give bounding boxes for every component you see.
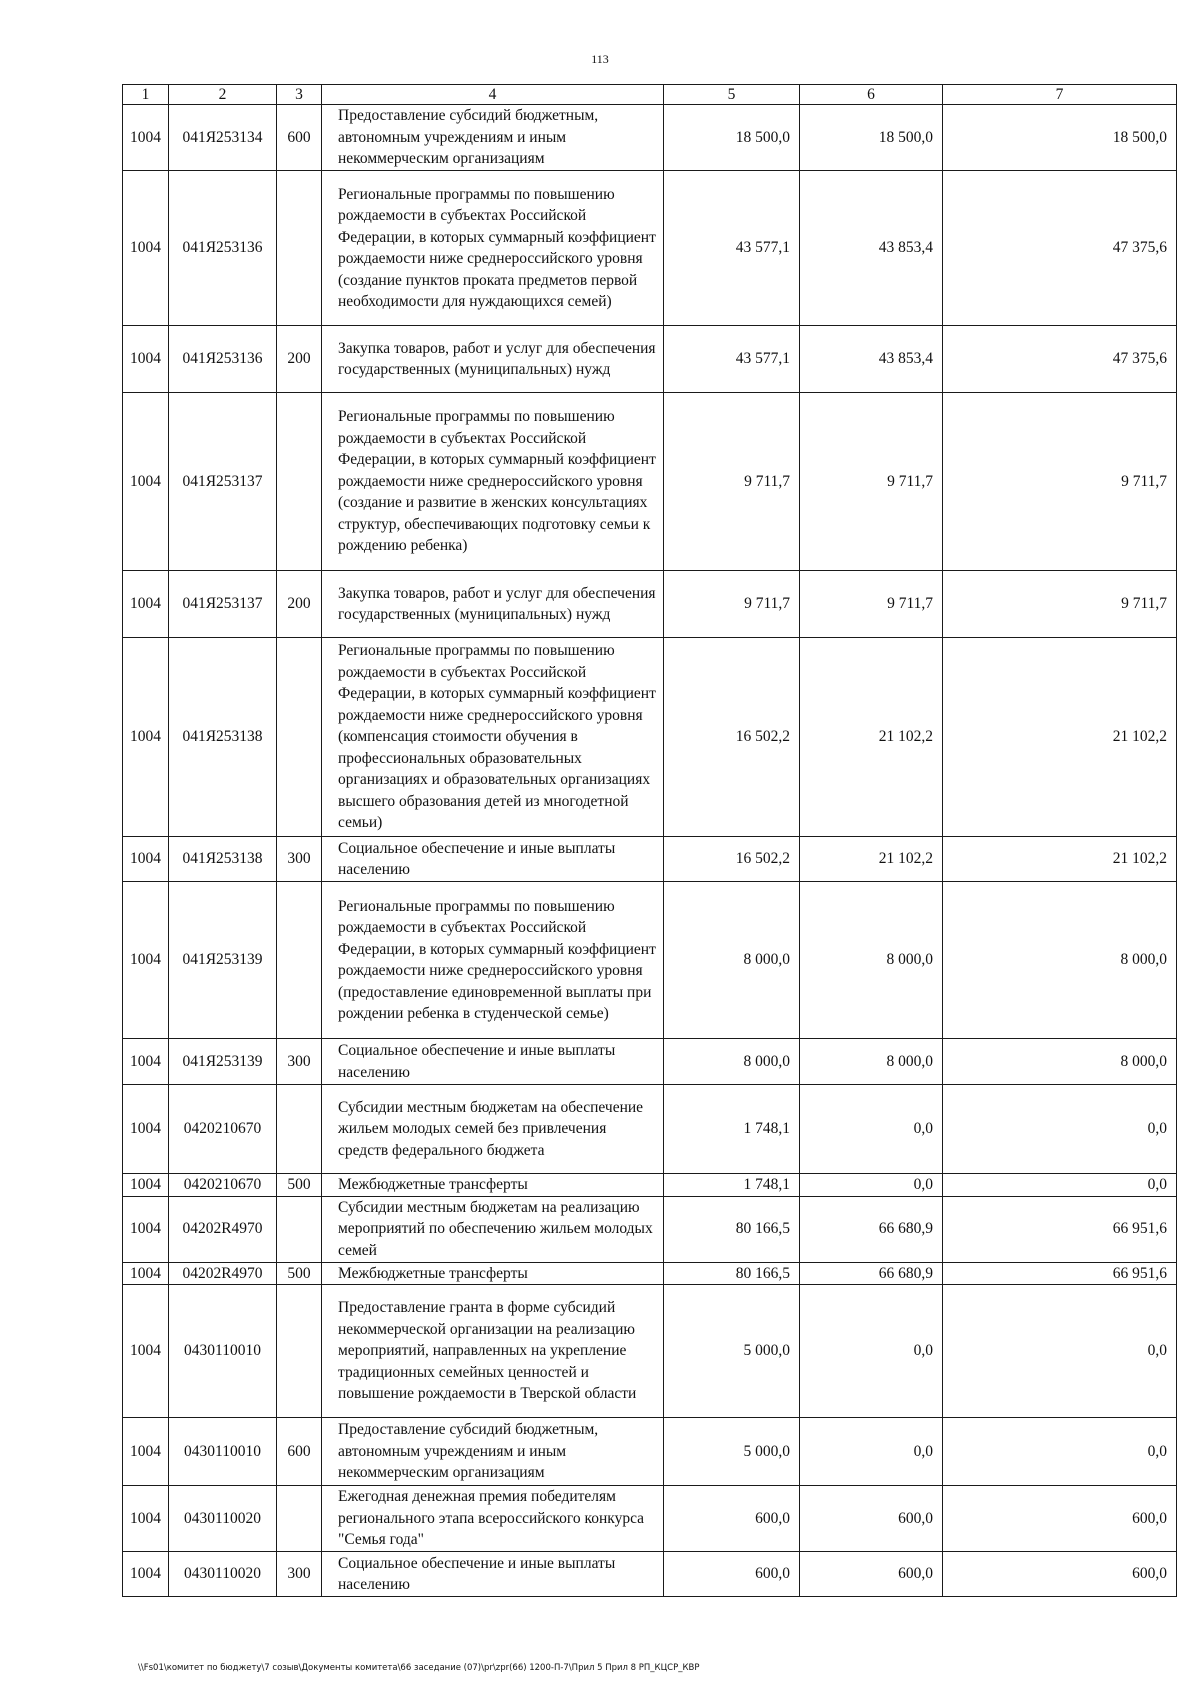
- amount-year3-cell: 9 711,7: [943, 393, 1177, 571]
- section-code-cell: 1004: [123, 1174, 169, 1197]
- amount-year3-cell: 66 951,6: [943, 1262, 1177, 1285]
- amount-year2-cell: 0,0: [800, 1085, 943, 1174]
- description-cell: Закупка товаров, работ и услуг для обеспечения государственных (муниципальных) нужд: [322, 571, 664, 638]
- description-cell: Субсидии местным бюджетам на обеспечение жильем молодых семей без привлечения средств федерального бюджета: [322, 1085, 664, 1174]
- description-cell: Субсидии местным бюджетам на реализацию мероприятий по обеспечению жильем молодых семей: [322, 1196, 664, 1262]
- amount-year1-cell: 16 502,2: [664, 638, 800, 837]
- expense-type-cell: 600: [277, 105, 322, 171]
- description-cell: Региональные программы по повышению рождаемости в субъектах Российской Федерации, в которых суммарный коэффициент рождаемости ниже среднероссийского уровня (компенсация стоимости обучения в профессиональных образовательных организациях и образовательных организациях высшего образования детей из многодетной семьи): [322, 638, 664, 837]
- amount-year1-cell: 43 577,1: [664, 171, 800, 326]
- expense-type-cell: [277, 1486, 322, 1552]
- amount-year1-cell: 80 166,5: [664, 1262, 800, 1285]
- section-code-cell: 1004: [123, 171, 169, 326]
- amount-year3-cell: 18 500,0: [943, 105, 1177, 171]
- amount-year3-cell: 47 375,6: [943, 326, 1177, 393]
- table-row: [123, 105, 1177, 171]
- amount-year1-cell: 600,0: [664, 1552, 800, 1597]
- amount-year1-cell: 8 000,0: [664, 882, 800, 1039]
- target-article-cell: 041Я253134: [169, 105, 277, 171]
- target-article-cell: 04202R4970: [169, 1262, 277, 1285]
- column-header: 1: [123, 85, 169, 105]
- target-article-cell: 041Я253139: [169, 882, 277, 1039]
- section-code-cell: 1004: [123, 638, 169, 837]
- section-code-cell: 1004: [123, 393, 169, 571]
- section-code-cell: 1004: [123, 1486, 169, 1552]
- section-code-cell: 1004: [123, 1285, 169, 1418]
- expense-type-cell: [277, 1285, 322, 1418]
- amount-year1-cell: 43 577,1: [664, 326, 800, 393]
- table-row: [123, 1196, 1177, 1262]
- description-cell: Социальное обеспечение и иные выплаты населению: [322, 837, 664, 882]
- amount-year3-cell: 600,0: [943, 1486, 1177, 1552]
- column-header: 4: [322, 85, 664, 105]
- target-article-cell: 041Я253137: [169, 571, 277, 638]
- amount-year2-cell: 8 000,0: [800, 1039, 943, 1085]
- table-row: [123, 882, 1177, 1039]
- target-article-cell: 041Я253139: [169, 1039, 277, 1085]
- table-row: [123, 638, 1177, 837]
- target-article-cell: 0430110020: [169, 1486, 277, 1552]
- amount-year2-cell: 18 500,0: [800, 105, 943, 171]
- section-code-cell: 1004: [123, 1552, 169, 1597]
- column-header: 7: [943, 85, 1177, 105]
- target-article-cell: 0430110010: [169, 1418, 277, 1486]
- description-cell: Ежегодная денежная премия победителям регионального этапа всероссийского конкурса "Семья года": [322, 1486, 664, 1552]
- target-article-cell: 041Я253137: [169, 393, 277, 571]
- column-header: 5: [664, 85, 800, 105]
- description-cell: Предоставление субсидий бюджетным, автономным учреждениям и иным некоммерческим организациям: [322, 1418, 664, 1486]
- amount-year2-cell: 0,0: [800, 1174, 943, 1197]
- section-code-cell: 1004: [123, 1418, 169, 1486]
- footer-file-path: \\Fs01\комитет по бюджету\7 созыв\Документы комитета\66 заседание (07)\pr\zpr(66) 1200-П-7\Прил 5 Прил 8 РП_КЦСР_КВР: [138, 1663, 700, 1673]
- amount-year2-cell: 66 680,9: [800, 1262, 943, 1285]
- amount-year1-cell: 80 166,5: [664, 1196, 800, 1262]
- table-row: [123, 571, 1177, 638]
- expense-type-cell: 300: [277, 1552, 322, 1597]
- amount-year1-cell: 1 748,1: [664, 1085, 800, 1174]
- expense-type-cell: 300: [277, 1039, 322, 1085]
- description-cell: Межбюджетные трансферты: [322, 1174, 664, 1197]
- amount-year1-cell: 18 500,0: [664, 105, 800, 171]
- table-row: [123, 393, 1177, 571]
- target-article-cell: 041Я253138: [169, 837, 277, 882]
- description-cell: Социальное обеспечение и иные выплаты населению: [322, 1552, 664, 1597]
- target-article-cell: 041Я253136: [169, 171, 277, 326]
- expense-type-cell: 600: [277, 1418, 322, 1486]
- section-code-cell: 1004: [123, 1196, 169, 1262]
- expense-type-cell: 500: [277, 1174, 322, 1197]
- amount-year1-cell: 9 711,7: [664, 393, 800, 571]
- amount-year1-cell: 1 748,1: [664, 1174, 800, 1197]
- amount-year1-cell: 5 000,0: [664, 1418, 800, 1486]
- table-row: [123, 171, 1177, 326]
- section-code-cell: 1004: [123, 1085, 169, 1174]
- column-header: 3: [277, 85, 322, 105]
- expense-type-cell: [277, 882, 322, 1039]
- section-code-cell: 1004: [123, 882, 169, 1039]
- amount-year3-cell: 0,0: [943, 1085, 1177, 1174]
- amount-year2-cell: 600,0: [800, 1486, 943, 1552]
- amount-year3-cell: 21 102,2: [943, 837, 1177, 882]
- section-code-cell: 1004: [123, 837, 169, 882]
- amount-year3-cell: 8 000,0: [943, 882, 1177, 1039]
- column-header: 2: [169, 85, 277, 105]
- target-article-cell: 0430110020: [169, 1552, 277, 1597]
- amount-year1-cell: 5 000,0: [664, 1285, 800, 1418]
- amount-year2-cell: 21 102,2: [800, 638, 943, 837]
- page-number: 113: [591, 52, 609, 66]
- column-header: 6: [800, 85, 943, 105]
- amount-year3-cell: 0,0: [943, 1418, 1177, 1486]
- table-row: [123, 326, 1177, 393]
- amount-year2-cell: 9 711,7: [800, 393, 943, 571]
- expense-type-cell: 300: [277, 837, 322, 882]
- section-code-cell: 1004: [123, 326, 169, 393]
- target-article-cell: 041Я253138: [169, 638, 277, 837]
- amount-year3-cell: 47 375,6: [943, 171, 1177, 326]
- amount-year1-cell: 16 502,2: [664, 837, 800, 882]
- amount-year2-cell: 0,0: [800, 1285, 943, 1418]
- amount-year3-cell: 21 102,2: [943, 638, 1177, 837]
- table-row: [123, 1486, 1177, 1552]
- expense-type-cell: 500: [277, 1262, 322, 1285]
- table-row: [123, 1039, 1177, 1085]
- table-row: [123, 1174, 1177, 1197]
- section-code-cell: 1004: [123, 1039, 169, 1085]
- amount-year2-cell: 43 853,4: [800, 326, 943, 393]
- amount-year3-cell: 66 951,6: [943, 1196, 1177, 1262]
- table-row: [123, 1418, 1177, 1486]
- target-article-cell: 0420210670: [169, 1085, 277, 1174]
- section-code-cell: 1004: [123, 1262, 169, 1285]
- amount-year2-cell: 8 000,0: [800, 882, 943, 1039]
- table-row: [123, 837, 1177, 882]
- table-header-row: [123, 85, 1177, 105]
- expense-type-cell: [277, 1196, 322, 1262]
- description-cell: Региональные программы по повышению рождаемости в субъектах Российской Федерации, в которых суммарный коэффициент рождаемости ниже среднероссийского уровня (создание пунктов проката предметов первой необходимости для нуждающихся семей): [322, 171, 664, 326]
- expense-type-cell: [277, 171, 322, 326]
- amount-year3-cell: 0,0: [943, 1285, 1177, 1418]
- budget-table: [122, 84, 1177, 1597]
- amount-year3-cell: 0,0: [943, 1174, 1177, 1197]
- table-row: [123, 1285, 1177, 1418]
- expense-type-cell: [277, 393, 322, 571]
- amount-year3-cell: 600,0: [943, 1552, 1177, 1597]
- description-cell: Региональные программы по повышению рождаемости в субъектах Российской Федерации, в которых суммарный коэффициент рождаемости ниже среднероссийского уровня (создание и развитие в женских консультациях структур, обеспечивающих подготовку семьи к рождению ребенка): [322, 393, 664, 571]
- description-cell: Закупка товаров, работ и услуг для обеспечения государственных (муниципальных) нужд: [322, 326, 664, 393]
- amount-year2-cell: 0,0: [800, 1418, 943, 1486]
- amount-year2-cell: 21 102,2: [800, 837, 943, 882]
- table-row: [123, 1085, 1177, 1174]
- expense-type-cell: 200: [277, 571, 322, 638]
- description-cell: Предоставление субсидий бюджетным, автономным учреждениям и иным некоммерческим организациям: [322, 105, 664, 171]
- amount-year2-cell: 9 711,7: [800, 571, 943, 638]
- amount-year1-cell: 8 000,0: [664, 1039, 800, 1085]
- expense-type-cell: [277, 1085, 322, 1174]
- target-article-cell: 0420210670: [169, 1174, 277, 1197]
- table-row: [123, 1552, 1177, 1597]
- description-cell: Межбюджетные трансферты: [322, 1262, 664, 1285]
- amount-year3-cell: 8 000,0: [943, 1039, 1177, 1085]
- target-article-cell: 0430110010: [169, 1285, 277, 1418]
- amount-year3-cell: 9 711,7: [943, 571, 1177, 638]
- amount-year2-cell: 600,0: [800, 1552, 943, 1597]
- description-cell: Социальное обеспечение и иные выплаты населению: [322, 1039, 664, 1085]
- target-article-cell: 04202R4970: [169, 1196, 277, 1262]
- amount-year2-cell: 43 853,4: [800, 171, 943, 326]
- section-code-cell: 1004: [123, 571, 169, 638]
- expense-type-cell: [277, 638, 322, 837]
- description-cell: Региональные программы по повышению рождаемости в субъектах Российской Федерации, в которых суммарный коэффициент рождаемости ниже среднероссийского уровня (предоставление единовременной выплаты при рождении ребенка в студенческой семье): [322, 882, 664, 1039]
- amount-year1-cell: 600,0: [664, 1486, 800, 1552]
- amount-year1-cell: 9 711,7: [664, 571, 800, 638]
- target-article-cell: 041Я253136: [169, 326, 277, 393]
- amount-year2-cell: 66 680,9: [800, 1196, 943, 1262]
- section-code-cell: 1004: [123, 105, 169, 171]
- description-cell: Предоставление гранта в форме субсидий некоммерческой организации на реализацию мероприятий, направленных на укрепление традиционных семейных ценностей и повышение рождаемости в Тверской области: [322, 1285, 664, 1418]
- table-row: [123, 1262, 1177, 1285]
- expense-type-cell: 200: [277, 326, 322, 393]
